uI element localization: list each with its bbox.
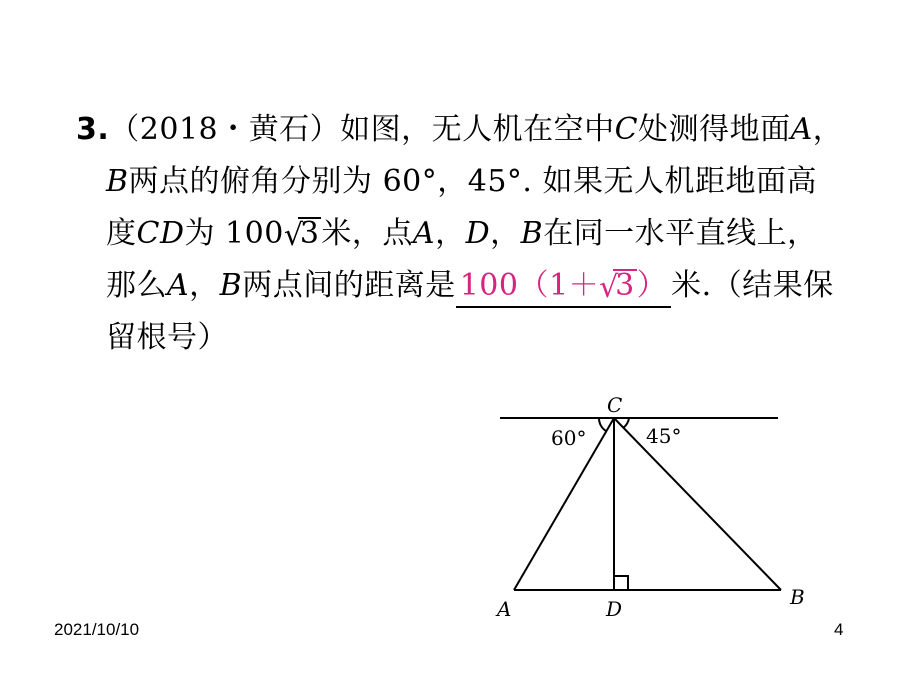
problem-line-4: [76, 260, 856, 312]
problem-text: [76, 104, 856, 364]
label-d: D: [606, 597, 623, 621]
angle-45-label: 45°: [646, 424, 682, 448]
problem-text-segment: ，: [490, 216, 521, 251]
point-label: A: [412, 216, 436, 251]
answer-sqrt: [599, 266, 637, 306]
problem-text-segment: （2018・黄石）如图，无人机在空中: [109, 112, 615, 147]
radical-sign-icon: √: [283, 218, 304, 253]
problem-text-segment: 处测得地面: [638, 112, 791, 147]
problem-line-2: [76, 156, 856, 208]
problem-text-segment: 为 100: [184, 216, 284, 251]
problem-text-segment: 度: [106, 216, 137, 251]
angle-arc-left: [599, 418, 606, 431]
point-label: A: [167, 268, 190, 303]
label-c: C: [607, 393, 623, 417]
problem-text-segment: 两点的俯角分别为 60°，45°. 如果无人机距地面高: [128, 164, 818, 199]
problem-text-segment: ，: [435, 216, 466, 251]
answer-text: 100（1＋: [459, 268, 600, 303]
answer-radicand: 3: [615, 268, 635, 303]
problem-line-1: [76, 104, 856, 156]
segment-label: CD: [136, 216, 185, 251]
label-b: B: [790, 585, 805, 609]
problem-text-segment: 米，点: [321, 216, 413, 251]
answer-text: ）: [636, 268, 668, 303]
point-label: A: [790, 112, 813, 147]
point-label: D: [465, 216, 491, 251]
point-label: C: [614, 112, 639, 147]
problem-number: 3.: [76, 112, 110, 147]
answer-blank: [456, 266, 671, 308]
label-a: A: [497, 597, 512, 621]
problem-text-segment: 在同一水平直线上，: [543, 216, 818, 251]
sqrt-expression: [284, 208, 322, 260]
footer-date: 2021/10/10: [54, 620, 140, 639]
problem-text-segment: 两点间的距离是: [242, 268, 456, 303]
problem-line-5: 留根号）: [106, 320, 228, 355]
problem-text-segment: 那么: [106, 268, 167, 303]
geometry-diagram: [495, 392, 805, 627]
problem-text-segment: ，: [189, 268, 220, 303]
point-label: B: [106, 164, 129, 199]
problem-text-segment: ，: [812, 112, 844, 147]
right-angle-mark: [614, 576, 628, 590]
angle-arc-right: [623, 418, 629, 428]
point-label: B: [219, 268, 243, 303]
radicand: 3: [299, 216, 320, 251]
point-label: B: [520, 216, 544, 251]
radical-sign-icon: √: [599, 270, 619, 305]
segment-cb: [614, 418, 781, 590]
problem-text-segment: 米.（结果保: [671, 268, 834, 303]
page-number: 4: [834, 620, 844, 639]
problem-line-3: [76, 208, 856, 260]
angle-60-label: 60°: [551, 426, 587, 450]
